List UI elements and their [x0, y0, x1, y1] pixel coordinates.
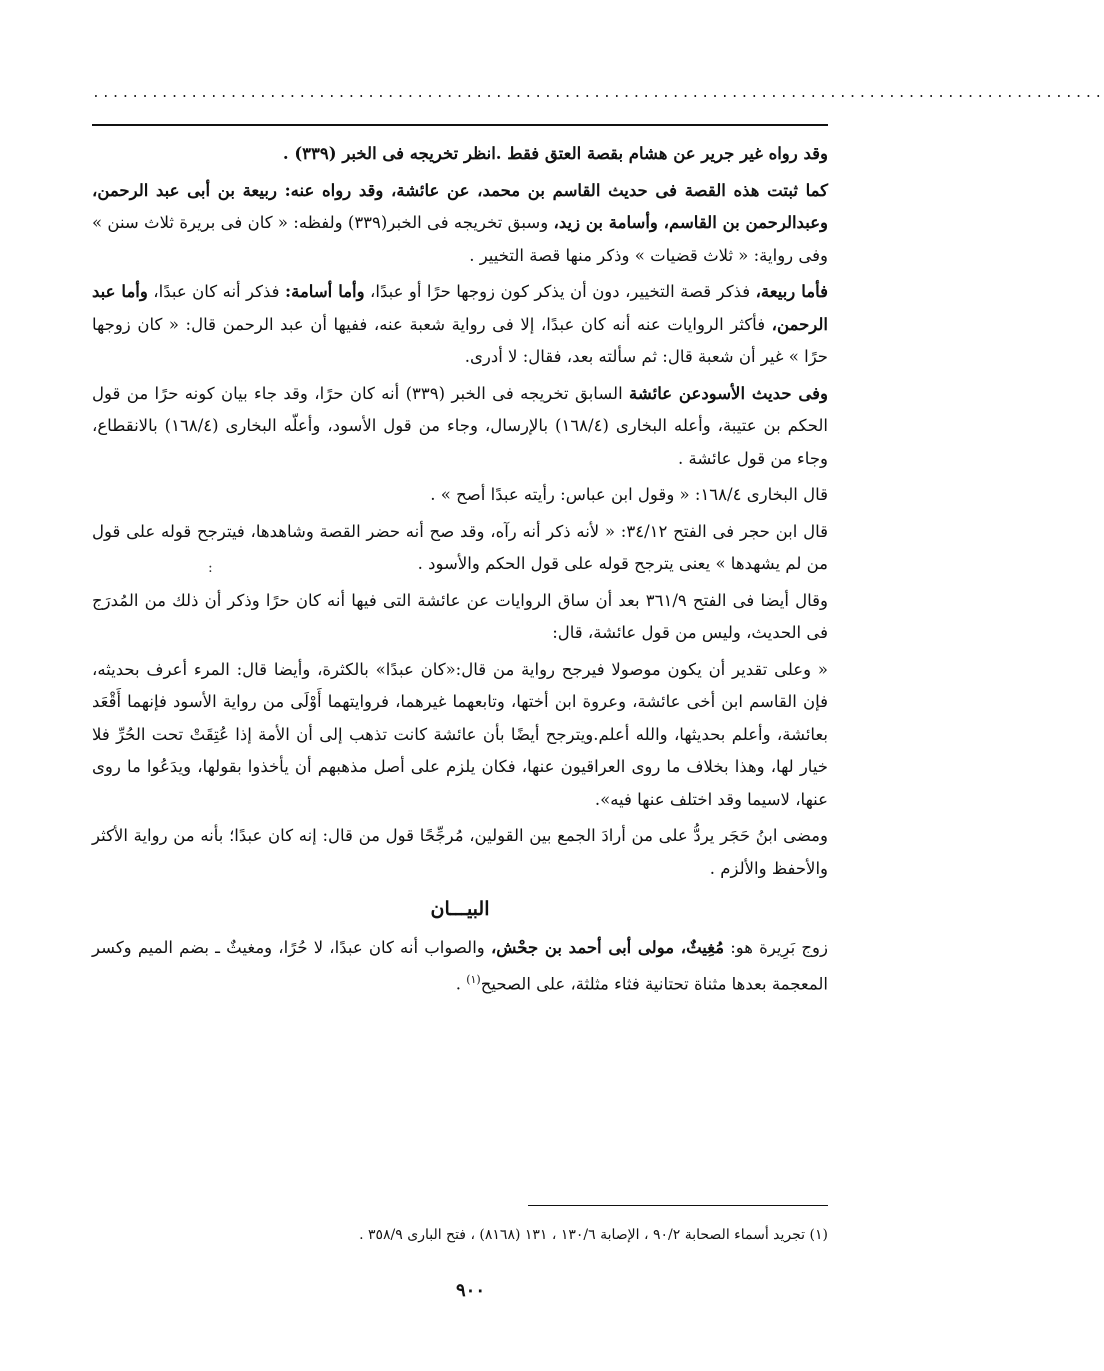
paragraph-2-text: وسبق تخريجه فى الخبر(٣٣٩) ولفظه: « كان فى بريرة ثلاث سنن » وفى رواية: « ثلاث قضيات » وذكر منها قصة التخيير .: [92, 213, 828, 265]
section-heading: البيـــان: [430, 898, 490, 920]
paragraph-4: [92, 378, 828, 476]
dotted-separator: .......................................................................................................: [92, 86, 1104, 101]
header-rule: [92, 124, 828, 126]
aswad-label: وفى حديث الأسودعن عائشة: [629, 383, 829, 403]
rabia-text: فذكر قصة التخيير، دون أن يذكر كون زوجها حرًا أو عبدًا،: [364, 282, 756, 301]
paragraph-1-text: وقد رواه غير جرير عن هشام بقصة العتق فقط .انظر تخريجه فى الخبر (٣٣٩) .: [282, 144, 828, 163]
paragraph-6: قال ابن حجر فى الفتح ٣٤/١٢: « لأنه ذكر أنه رآه، وقد صح أنه حضر القصة وشاهدها، فيترجح قوله على قول من لم يشهدها » يعنى يترجح قوله على قول الحكم والأسود .: [92, 521, 828, 573]
paragraph-8: « وعلى تقدير أن يكون موصولا فيرجح رواية من قال:«كان عبدًا» بالكثرة، وأيضا قال: المرء أعرف بحديثه، فإن القاسم ابن أخى عائشة، وعروة ابن أختها، وتابعهما غيرهما، فروايتهما أَوْلَى من رواية الأسود فإنهما أَقْعَد بعائشة، وأعلم بحديثها، والله أعلم.ويترجح أيضًا بأن عائشة كانت تذهب إلى أن الأمة إذا عُتِقَتْ تحت الحُرِّ فلا خيار لها، وهذا بخلاف ما روى العراقيون عنها، فكان يلزم على أصل مذهبهم أن يأخذوا بقولها، ويدَعُوا ما روى عنها، لاسيما وقد اختلف عنها فيه».: [92, 659, 828, 809]
stray-mark: :: [208, 560, 213, 576]
paragraph-2: [92, 175, 828, 273]
rabia-label: فأما ربيعة،: [755, 282, 828, 301]
footnote-rule: [528, 1205, 828, 1206]
paragraph-5: قال البخارى ١٦٨/٤: « وقول ابن عباس: رأيته عبدًا أصح » .: [430, 485, 828, 504]
paragraph-9: ومضى ابنُ حَجَر يردُّ على من أرادَ الجمع بين القولين، مُرجِّحًا قول من قال: إنه كان عبدًا؛ بأنه من رواية الأكثر والأحفظ والألزم .: [92, 826, 828, 878]
bayan-end: .: [455, 974, 467, 994]
usama-text: فذكر أنه كان عبدًا،: [147, 282, 286, 301]
mughith-name: مُغِيثٌ، مولى أبى أحمد بن جحْش،: [490, 937, 725, 957]
abdulrahman-label: وأما عبد الرحمن،: [92, 282, 828, 334]
paragraph-2-bold: كما ثبتت هذه القصة فى حديث القاسم بن محمد، عن عائشة، وقد رواه عنه: ربيعة بن أبى عبد الرحمن، وعبدالرحمن بن القاسم، وأسامة بن زيد،: [92, 180, 829, 232]
bayan-text: والصواب أنه كان عبدًا، لا حُرًا، ومغيثٌ ـ بضم الميم وكسر المعجمة بعدها مثناة تحتانية فثاء مثلثة، على الصحيح: [92, 937, 828, 994]
paragraph-3: [92, 276, 828, 374]
main-text: [92, 138, 828, 1005]
footnote-ref: (١): [466, 973, 481, 986]
aswad-text: السابق تخريجه فى الخبر (٣٣٩) أنه كان حرًا، وقد جاء بيان كونه حرًا من قول الحكم بن عتيبة، وأعله البخارى (١٦٨/٤) بالإرسال، وجاء من قول الأسود، وأعلّه البخارى (١٦٨/٤) بالانقطاع، وجاء من قول عائشة .: [92, 383, 829, 468]
usama-label: وأما أسامة:: [285, 282, 365, 301]
bayan-intro: زوج بَرِيرة هو:: [724, 937, 828, 957]
page-number: ٩٠٠: [455, 1280, 485, 1301]
footnote: (١) تجريد أسماء الصحابة ٩٠/٢ ، الإصابة ١٣٠/٦ ، ١٣١ (٨١٦٨) ، فتح البارى ٣٥٨/٩ .: [359, 1227, 828, 1243]
paragraph-1: [92, 138, 828, 171]
paragraph-7: وقال أيضا فى الفتح ٣٦١/٩ بعد أن ساق الروايات عن عائشة التى فيها أنه كان حرًا وذكر أن ذلك من المُدرَج فى الحديث، وليس من قول عائشة، قال:: [92, 590, 828, 642]
abdulrahman-text: فأكثر الروايات عنه أنه كان عبدًا، إلا فى رواية شعبة عنه، ففيها أن عبد الرحمن قال: « كان زوجها حرًا » غير أن شعبة قال: ثم سألته بعد، فقال: لا أدرى.: [92, 314, 828, 366]
paragraph-10: [92, 932, 828, 1002]
